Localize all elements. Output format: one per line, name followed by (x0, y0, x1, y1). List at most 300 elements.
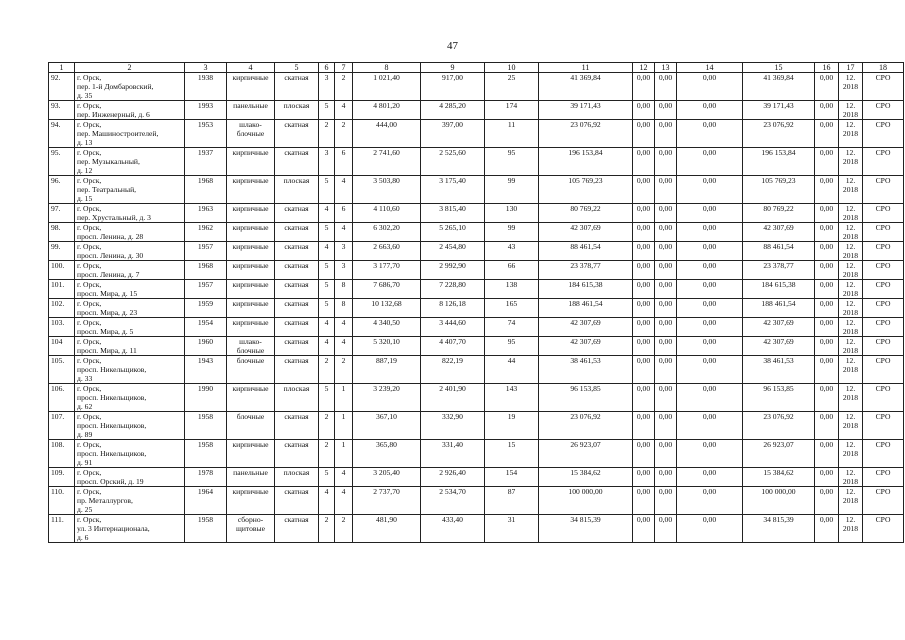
cell-funding-method: СРО (863, 384, 904, 412)
cell-planned-date (839, 223, 863, 242)
cell-cost-col-15: 96 153,85 (743, 384, 815, 412)
cell-row-number: 92. (49, 73, 75, 101)
cell-cost-col-14: 0,00 (677, 223, 743, 242)
cell-entrances: 6 (335, 204, 353, 223)
cell-total-cost: 80 769,22 (539, 204, 633, 223)
cell-cost-col-16: 0,00 (815, 204, 839, 223)
date-line: 12. (845, 515, 856, 524)
cell-cost-col-12: 0,00 (633, 384, 655, 412)
cell-total-area: 367,10 (353, 412, 421, 440)
cell-cost-col-12: 0,00 (633, 242, 655, 261)
address-line: пер. Инженерный, д. 6 (77, 110, 150, 119)
date-line: 2018 (842, 524, 859, 533)
cell-cost-col-16: 0,00 (815, 440, 839, 468)
date-line: 12. (845, 318, 856, 327)
cell-year-built: 1953 (185, 120, 227, 148)
cell-residents: 138 (485, 280, 539, 299)
cell-year-built: 1957 (185, 242, 227, 261)
cell-cost-col-15: 188 461,54 (743, 299, 815, 318)
cell-total-area: 481,90 (353, 515, 421, 543)
cell-wall-material: шлако- блочные (227, 120, 275, 148)
cell-cost-col-14: 0,00 (677, 440, 743, 468)
cell-wall-material: кирпичные (227, 204, 275, 223)
address-line: просп. Ленина, д. 28 (77, 232, 144, 241)
column-header-8: 8 (353, 63, 421, 73)
cell-cost-col-13: 0,00 (655, 468, 677, 487)
cell-residents: 43 (485, 242, 539, 261)
address-line: г. Орск, (77, 440, 102, 449)
cell-residents: 174 (485, 101, 539, 120)
cell-total-area: 5 320,10 (353, 337, 421, 356)
cell-roof-type: скатная (275, 318, 319, 337)
cell-living-area: 332,90 (421, 412, 485, 440)
cell-funding-method: СРО (863, 148, 904, 176)
cell-wall-material: кирпичные (227, 384, 275, 412)
cell-floors: 4 (319, 204, 335, 223)
cell-cost-col-15: 23 076,92 (743, 412, 815, 440)
cell-funding-method: СРО (863, 204, 904, 223)
cell-total-area: 887,19 (353, 356, 421, 384)
cell-cost-col-12: 0,00 (633, 440, 655, 468)
cell-cost-col-14: 0,00 (677, 120, 743, 148)
cell-roof-type: скатная (275, 299, 319, 318)
cell-entrances: 4 (335, 223, 353, 242)
cell-row-number: 94. (49, 120, 75, 148)
cell-roof-type: скатная (275, 261, 319, 280)
cell-cost-col-15: 88 461,54 (743, 242, 815, 261)
cell-cost-col-13: 0,00 (655, 515, 677, 543)
cell-residents: 19 (485, 412, 539, 440)
address-line: г. Орск, (77, 101, 102, 110)
address-line: д. 35 (77, 91, 93, 100)
cell-row-number: 103. (49, 318, 75, 337)
cell-row-number: 96. (49, 176, 75, 204)
cell-row-number: 109. (49, 468, 75, 487)
table-row (49, 337, 904, 356)
address-line: г. Орск, (77, 487, 102, 496)
cell-year-built: 1943 (185, 356, 227, 384)
address-line: д. 6 (77, 533, 89, 542)
date-line: 12. (845, 176, 856, 185)
address-line: пер. Театральный, (77, 185, 137, 194)
cell-cost-col-12: 0,00 (633, 356, 655, 384)
address-line: просп. Мира, д. 5 (77, 327, 134, 336)
address-line: г. Орск, (77, 242, 102, 251)
cell-floors: 4 (319, 318, 335, 337)
cell-floors: 4 (319, 242, 335, 261)
cell-planned-date (839, 120, 863, 148)
address-line: пр. Металлургов, (77, 496, 133, 505)
table-row (49, 242, 904, 261)
date-line: 2018 (842, 346, 859, 355)
cell-cost-col-14: 0,00 (677, 384, 743, 412)
cell-living-area: 822,19 (421, 356, 485, 384)
cell-total-area: 3 177,70 (353, 261, 421, 280)
column-number-row (49, 63, 904, 73)
cell-roof-type: скатная (275, 412, 319, 440)
cell-address (75, 318, 185, 337)
cell-address (75, 261, 185, 280)
cell-address (75, 384, 185, 412)
cell-living-area: 2 992,90 (421, 261, 485, 280)
cell-floors: 2 (319, 120, 335, 148)
cell-cost-col-13: 0,00 (655, 356, 677, 384)
cell-planned-date (839, 515, 863, 543)
cell-wall-material: кирпичные (227, 280, 275, 299)
address-line: г. Орск, (77, 280, 102, 289)
cell-planned-date (839, 384, 863, 412)
cell-total-area: 3 205,40 (353, 468, 421, 487)
cell-address (75, 280, 185, 299)
address-line: просп. Ленина, д. 30 (77, 251, 144, 260)
date-line: 12. (845, 204, 856, 213)
cell-floors: 5 (319, 384, 335, 412)
cell-cost-col-12: 0,00 (633, 299, 655, 318)
cell-year-built: 1990 (185, 384, 227, 412)
address-line: г. Орск, (77, 73, 102, 82)
cell-roof-type: скатная (275, 120, 319, 148)
table-body (49, 73, 904, 543)
cell-address (75, 412, 185, 440)
cell-year-built: 1958 (185, 412, 227, 440)
address-line: просп. Мира, д. 11 (77, 346, 137, 355)
cell-total-area: 4 110,60 (353, 204, 421, 223)
cell-cost-col-13: 0,00 (655, 337, 677, 356)
cell-total-cost: 100 000,00 (539, 487, 633, 515)
cell-residents: 130 (485, 204, 539, 223)
address-line: г. Орск, (77, 261, 102, 270)
address-line: г. Орск, (77, 176, 102, 185)
cell-residents: 15 (485, 440, 539, 468)
date-line: 2018 (842, 477, 859, 486)
cell-cost-col-15: 23 378,77 (743, 261, 815, 280)
cell-total-cost: 42 307,69 (539, 337, 633, 356)
cell-cost-col-16: 0,00 (815, 337, 839, 356)
cell-roof-type: скатная (275, 280, 319, 299)
cell-funding-method: СРО (863, 73, 904, 101)
address-line: пер. Машиностроителей, (77, 129, 159, 138)
cell-cost-col-12: 0,00 (633, 487, 655, 515)
cell-total-cost: 23 076,92 (539, 412, 633, 440)
cell-cost-col-15: 39 171,43 (743, 101, 815, 120)
cell-address (75, 148, 185, 176)
cell-funding-method: СРО (863, 337, 904, 356)
date-line: 12. (845, 356, 856, 365)
cell-entrances: 3 (335, 261, 353, 280)
cell-cost-col-16: 0,00 (815, 487, 839, 515)
cell-living-area: 4 285,20 (421, 101, 485, 120)
cell-cost-col-12: 0,00 (633, 318, 655, 337)
cell-cost-col-14: 0,00 (677, 280, 743, 299)
cell-entrances: 2 (335, 120, 353, 148)
cell-floors: 2 (319, 440, 335, 468)
date-line: 12. (845, 101, 856, 110)
cell-total-area: 1 021,40 (353, 73, 421, 101)
cell-living-area: 433,40 (421, 515, 485, 543)
address-line: ул. 3 Интернационала, (77, 524, 150, 533)
date-line: 12. (845, 468, 856, 477)
cell-cost-col-16: 0,00 (815, 261, 839, 280)
cell-cost-col-14: 0,00 (677, 412, 743, 440)
cell-cost-col-13: 0,00 (655, 261, 677, 280)
date-line: 2018 (842, 129, 859, 138)
cell-cost-col-12: 0,00 (633, 468, 655, 487)
cell-roof-type: скатная (275, 223, 319, 242)
date-line: 12. (845, 487, 856, 496)
cell-residents: 66 (485, 261, 539, 280)
cell-entrances: 4 (335, 176, 353, 204)
cell-planned-date (839, 318, 863, 337)
column-header-9: 9 (421, 63, 485, 73)
cell-total-area: 444,00 (353, 120, 421, 148)
cell-residents: 154 (485, 468, 539, 487)
cell-cost-col-12: 0,00 (633, 176, 655, 204)
table-row (49, 487, 904, 515)
table-row (49, 356, 904, 384)
cell-cost-col-13: 0,00 (655, 318, 677, 337)
cell-address (75, 101, 185, 120)
address-line: г. Орск, (77, 318, 102, 327)
date-line: 2018 (842, 110, 859, 119)
cell-year-built: 1968 (185, 261, 227, 280)
address-line: д. 91 (77, 458, 93, 467)
cell-funding-method: СРО (863, 440, 904, 468)
cell-floors: 5 (319, 261, 335, 280)
cell-cost-col-14: 0,00 (677, 468, 743, 487)
cell-funding-method: СРО (863, 280, 904, 299)
cell-total-cost: 96 153,85 (539, 384, 633, 412)
cell-cost-col-12: 0,00 (633, 204, 655, 223)
cell-total-cost: 23 378,77 (539, 261, 633, 280)
column-header-4: 4 (227, 63, 275, 73)
address-line: просп. Никельщиков, (77, 449, 147, 458)
cell-row-number: 102. (49, 299, 75, 318)
column-header-13: 13 (655, 63, 677, 73)
column-header-18: 18 (863, 63, 904, 73)
cell-row-number: 108. (49, 440, 75, 468)
cell-entrances: 4 (335, 468, 353, 487)
cell-address (75, 299, 185, 318)
column-header-2: 2 (75, 63, 185, 73)
cell-cost-col-12: 0,00 (633, 223, 655, 242)
cell-funding-method: СРО (863, 299, 904, 318)
cell-address (75, 487, 185, 515)
cell-wall-material: блочные (227, 412, 275, 440)
date-line: 2018 (842, 251, 859, 260)
date-line: 12. (845, 337, 856, 346)
cell-total-area: 6 302,20 (353, 223, 421, 242)
cell-cost-col-13: 0,00 (655, 412, 677, 440)
address-line: д. 15 (77, 194, 93, 203)
page-number: 47 (447, 40, 458, 52)
address-line: пер. Музыкальный, (77, 157, 140, 166)
cell-row-number: 99. (49, 242, 75, 261)
cell-year-built: 1957 (185, 280, 227, 299)
cell-total-cost: 39 171,43 (539, 101, 633, 120)
cell-cost-col-14: 0,00 (677, 356, 743, 384)
cell-planned-date (839, 176, 863, 204)
address-line: г. Орск, (77, 120, 102, 129)
cell-planned-date (839, 261, 863, 280)
cell-cost-col-12: 0,00 (633, 261, 655, 280)
date-line: 2018 (842, 449, 859, 458)
cell-cost-col-14: 0,00 (677, 299, 743, 318)
cell-floors: 5 (319, 468, 335, 487)
address-line: просп. Мира, д. 15 (77, 289, 138, 298)
cell-living-area: 7 228,80 (421, 280, 485, 299)
cell-living-area: 4 407,70 (421, 337, 485, 356)
cell-cost-col-14: 0,00 (677, 487, 743, 515)
cell-wall-material: кирпичные (227, 440, 275, 468)
cell-address (75, 356, 185, 384)
column-header-10: 10 (485, 63, 539, 73)
cell-cost-col-12: 0,00 (633, 73, 655, 101)
cell-roof-type: скатная (275, 487, 319, 515)
column-header-1: 1 (49, 63, 75, 73)
cell-total-cost: 105 769,23 (539, 176, 633, 204)
cell-cost-col-16: 0,00 (815, 73, 839, 101)
cell-cost-col-14: 0,00 (677, 176, 743, 204)
cell-cost-col-13: 0,00 (655, 223, 677, 242)
cell-cost-col-15: 105 769,23 (743, 176, 815, 204)
cell-total-cost: 23 076,92 (539, 120, 633, 148)
cell-total-cost: 188 461,54 (539, 299, 633, 318)
cell-funding-method: СРО (863, 318, 904, 337)
cell-wall-material: кирпичные (227, 261, 275, 280)
column-header-16: 16 (815, 63, 839, 73)
cell-row-number: 106. (49, 384, 75, 412)
cell-cost-col-13: 0,00 (655, 204, 677, 223)
cell-wall-material: кирпичные (227, 223, 275, 242)
cell-funding-method: СРО (863, 101, 904, 120)
cell-roof-type: скатная (275, 242, 319, 261)
cell-cost-col-15: 80 769,22 (743, 204, 815, 223)
table-row (49, 384, 904, 412)
cell-year-built: 1959 (185, 299, 227, 318)
table-row (49, 440, 904, 468)
cell-cost-col-16: 0,00 (815, 412, 839, 440)
cell-wall-material: кирпичные (227, 487, 275, 515)
cell-planned-date (839, 148, 863, 176)
cell-row-number: 100. (49, 261, 75, 280)
cell-cost-col-16: 0,00 (815, 280, 839, 299)
table-row (49, 412, 904, 440)
cell-planned-date (839, 73, 863, 101)
cell-address (75, 515, 185, 543)
cell-funding-method: СРО (863, 223, 904, 242)
cell-total-cost: 15 384,62 (539, 468, 633, 487)
cell-wall-material: кирпичные (227, 176, 275, 204)
cell-total-area: 4 340,50 (353, 318, 421, 337)
cell-wall-material: панельные (227, 101, 275, 120)
cell-row-number: 95. (49, 148, 75, 176)
cell-cost-col-14: 0,00 (677, 337, 743, 356)
cell-roof-type: плоская (275, 176, 319, 204)
cell-total-area: 365,80 (353, 440, 421, 468)
table-row (49, 318, 904, 337)
column-header-12: 12 (633, 63, 655, 73)
cell-residents: 99 (485, 223, 539, 242)
cell-floors: 2 (319, 356, 335, 384)
cell-entrances: 4 (335, 318, 353, 337)
table-row (49, 148, 904, 176)
housing-register-table (48, 62, 904, 543)
cell-cost-col-16: 0,00 (815, 468, 839, 487)
address-line: г. Орск, (77, 412, 102, 421)
date-line: 2018 (842, 185, 859, 194)
date-line: 12. (845, 148, 856, 157)
cell-cost-col-16: 0,00 (815, 101, 839, 120)
cell-entrances: 4 (335, 487, 353, 515)
cell-residents: 143 (485, 384, 539, 412)
cell-living-area: 331,40 (421, 440, 485, 468)
cell-total-area: 10 132,68 (353, 299, 421, 318)
cell-roof-type: скатная (275, 204, 319, 223)
column-header-14: 14 (677, 63, 743, 73)
cell-living-area: 3 175,40 (421, 176, 485, 204)
date-line: 12. (845, 261, 856, 270)
cell-cost-col-12: 0,00 (633, 120, 655, 148)
address-line: просп. Никельщиков, (77, 365, 147, 374)
cell-floors: 3 (319, 73, 335, 101)
cell-roof-type: скатная (275, 440, 319, 468)
cell-planned-date (839, 299, 863, 318)
date-line: 12. (845, 280, 856, 289)
cell-wall-material: блочные (227, 356, 275, 384)
cell-cost-col-12: 0,00 (633, 101, 655, 120)
cell-entrances: 3 (335, 242, 353, 261)
cell-cost-col-15: 42 307,69 (743, 223, 815, 242)
cell-floors: 4 (319, 337, 335, 356)
cell-year-built: 1964 (185, 487, 227, 515)
cell-entrances: 4 (335, 337, 353, 356)
cell-planned-date (839, 101, 863, 120)
cell-entrances: 8 (335, 280, 353, 299)
cell-cost-col-13: 0,00 (655, 120, 677, 148)
cell-roof-type: скатная (275, 148, 319, 176)
date-line: 12. (845, 412, 856, 421)
cell-residents: 74 (485, 318, 539, 337)
cell-residents: 31 (485, 515, 539, 543)
cell-address (75, 204, 185, 223)
cell-cost-col-15: 15 384,62 (743, 468, 815, 487)
address-line: г. Орск, (77, 204, 102, 213)
cell-cost-col-15: 100 000,00 (743, 487, 815, 515)
cell-roof-type: скатная (275, 356, 319, 384)
cell-floors: 5 (319, 223, 335, 242)
cell-cost-col-14: 0,00 (677, 242, 743, 261)
address-line: г. Орск, (77, 148, 102, 157)
cell-funding-method: СРО (863, 120, 904, 148)
cell-cost-col-16: 0,00 (815, 176, 839, 204)
cell-year-built: 1960 (185, 337, 227, 356)
date-line: 12. (845, 440, 856, 449)
cell-year-built: 1958 (185, 440, 227, 468)
cell-cost-col-16: 0,00 (815, 120, 839, 148)
cell-floors: 5 (319, 280, 335, 299)
table-row (49, 515, 904, 543)
table-row (49, 101, 904, 120)
date-line: 12. (845, 223, 856, 232)
cell-cost-col-16: 0,00 (815, 148, 839, 176)
cell-total-area: 3 239,20 (353, 384, 421, 412)
cell-residents: 99 (485, 176, 539, 204)
cell-cost-col-13: 0,00 (655, 176, 677, 204)
cell-row-number: 101. (49, 280, 75, 299)
cell-entrances: 1 (335, 384, 353, 412)
cell-cost-col-15: 42 307,69 (743, 337, 815, 356)
cell-living-area: 917,00 (421, 73, 485, 101)
